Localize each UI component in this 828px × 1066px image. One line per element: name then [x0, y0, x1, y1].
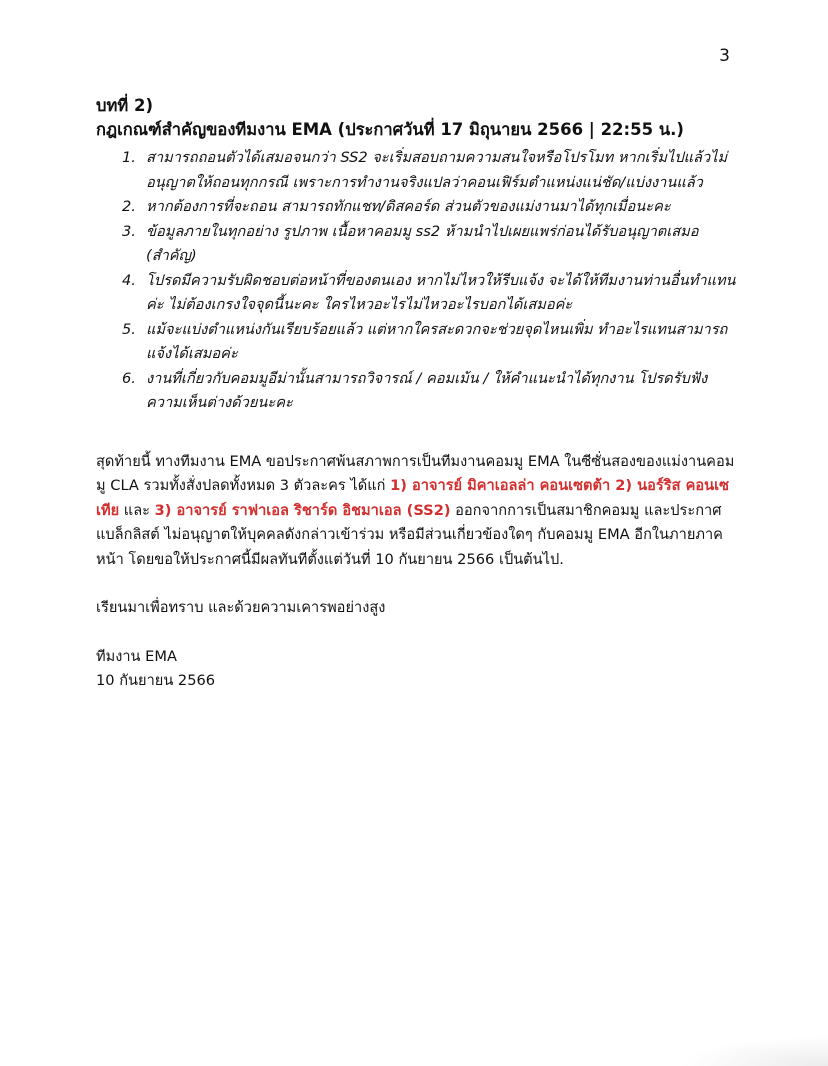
rule-number: 3. — [122, 222, 136, 240]
rules-list — [96, 146, 736, 416]
closing-paragraph — [96, 450, 736, 573]
rule-item — [96, 195, 736, 220]
closing-text-2: และ — [119, 501, 155, 519]
rule-number: 4. — [122, 271, 136, 289]
document-body — [96, 94, 736, 694]
rule-number: 6. — [122, 369, 136, 387]
rule-text: สามารถถอนตัวได้เสมอจนกว่า SS2 จะเริ่มสอบถามความสนใจหรือโปรโมท หากเริ่มไปแล้วไม่อนุญาตให้ถอนทุกกรณี เพราะการทำงานจริงแปลว่าคอนเฟิร์มตำแหน่งแน่ชัด/แบ่งงานแล้ว — [146, 149, 728, 191]
closing-text-3: ออกจากการเป็นสมาชิกคอมมู และประกาศแบล็กลิสต์ ไม่อนุญาตให้บุคคลดังกล่าวเข้าร่วม หรือมีส่วนเกี่ยวข้องใดๆ กับคอมมู EMA อีกในภายภาคหน้า โดยขอให้ประกาศนี้มีผลทันทีตั้งแต่วันที่ 10 กันยายน 2566 เป็นต้นไป. — [96, 501, 723, 568]
signature-team: ทีมงาน EMA — [96, 647, 177, 665]
regards-line: เรียนมาเพื่อทราบ และด้วยความเคารพอย่างสูง — [96, 599, 386, 616]
rules-title: กฎเกณฑ์สำคัญของทีมงาน EMA (ประกาศวันที่ 17 มิถุนายน 2566 | 22:55 น.) — [96, 120, 684, 139]
removed-characters-1: 1) อาจารย์ มิคาเอลล่า คอนเซตต้า 2) นอร์ริส คอนเซเทีย — [96, 477, 729, 519]
chapter-title: บทที่ 2) — [96, 96, 153, 115]
rule-number: 1. — [122, 149, 136, 166]
rule-text: หากต้องการที่จะถอน สามารถทักแชท/ดิสคอร์ด ส่วนตัวของแม่งานมาได้ทุกเมื่อนะคะ — [146, 198, 671, 215]
rule-text: ข้อมูลภายในทุกอย่าง รูปภาพ เนื้อหาคอมมู ss2 ห้ามนำไปเผยแพร่ก่อนได้รับอนุญาตเสมอ (สำคัญ) — [146, 222, 699, 264]
removed-characters-2: 3) อาจารย์ ราฟาเอล ริชาร์ด อิชมาเอล (SS2) — [154, 501, 451, 519]
rule-item — [96, 146, 736, 195]
closing-text-1: สุดท้ายนี้ ทางทีมงาน EMA ขอประกาศพ้นสภาพการเป็นทีมงานคอมมู EMA ในซีซั่นสองของแม่งานคอมมู CLA รวมทั้งสั่งปลดทั้งหมด 3 ตัวละคร ได้แก่ — [96, 452, 735, 494]
rule-number: 5. — [122, 320, 136, 338]
rule-number: 2. — [122, 198, 136, 215]
signature-block — [96, 645, 736, 694]
corner-shadow — [678, 1036, 828, 1066]
page-number: 3 — [719, 46, 730, 66]
rule-text: โปรดมีความรับผิดชอบต่อหน้าที่ของตนเอง หากไม่ไหวให้รีบแจ้ง จะได้ให้ทีมงานท่านอื่นทำแทนค่ะ ไม่ต้องเกรงใจจุดนี้นะคะ ใครไหวอะไรไม่ไหวอะไรบอกได้เสมอค่ะ — [146, 271, 736, 313]
rule-text: แม้จะแบ่งตำแหน่งกันเรียบร้อยแล้ว แต่หากใครสะดวกจะช่วยจุดไหนเพิ่ม ทำอะไรแทนสามารถแจ้งได้เสมอค่ะ — [146, 320, 728, 362]
rule-item — [96, 269, 736, 318]
rule-item — [96, 220, 736, 269]
signature-date: 10 กันยายน 2566 — [96, 672, 216, 689]
rule-text: งานที่เกี่ยวกับคอมมูอีม่านั้นสามารถวิจารณ์ / คอมเม้น / ให้คำแนะนำได้ทุกงาน โปรดรับฟังความเห็นต่างด้วยนะคะ — [146, 369, 708, 411]
rule-item — [96, 318, 736, 367]
rule-item — [96, 367, 736, 416]
